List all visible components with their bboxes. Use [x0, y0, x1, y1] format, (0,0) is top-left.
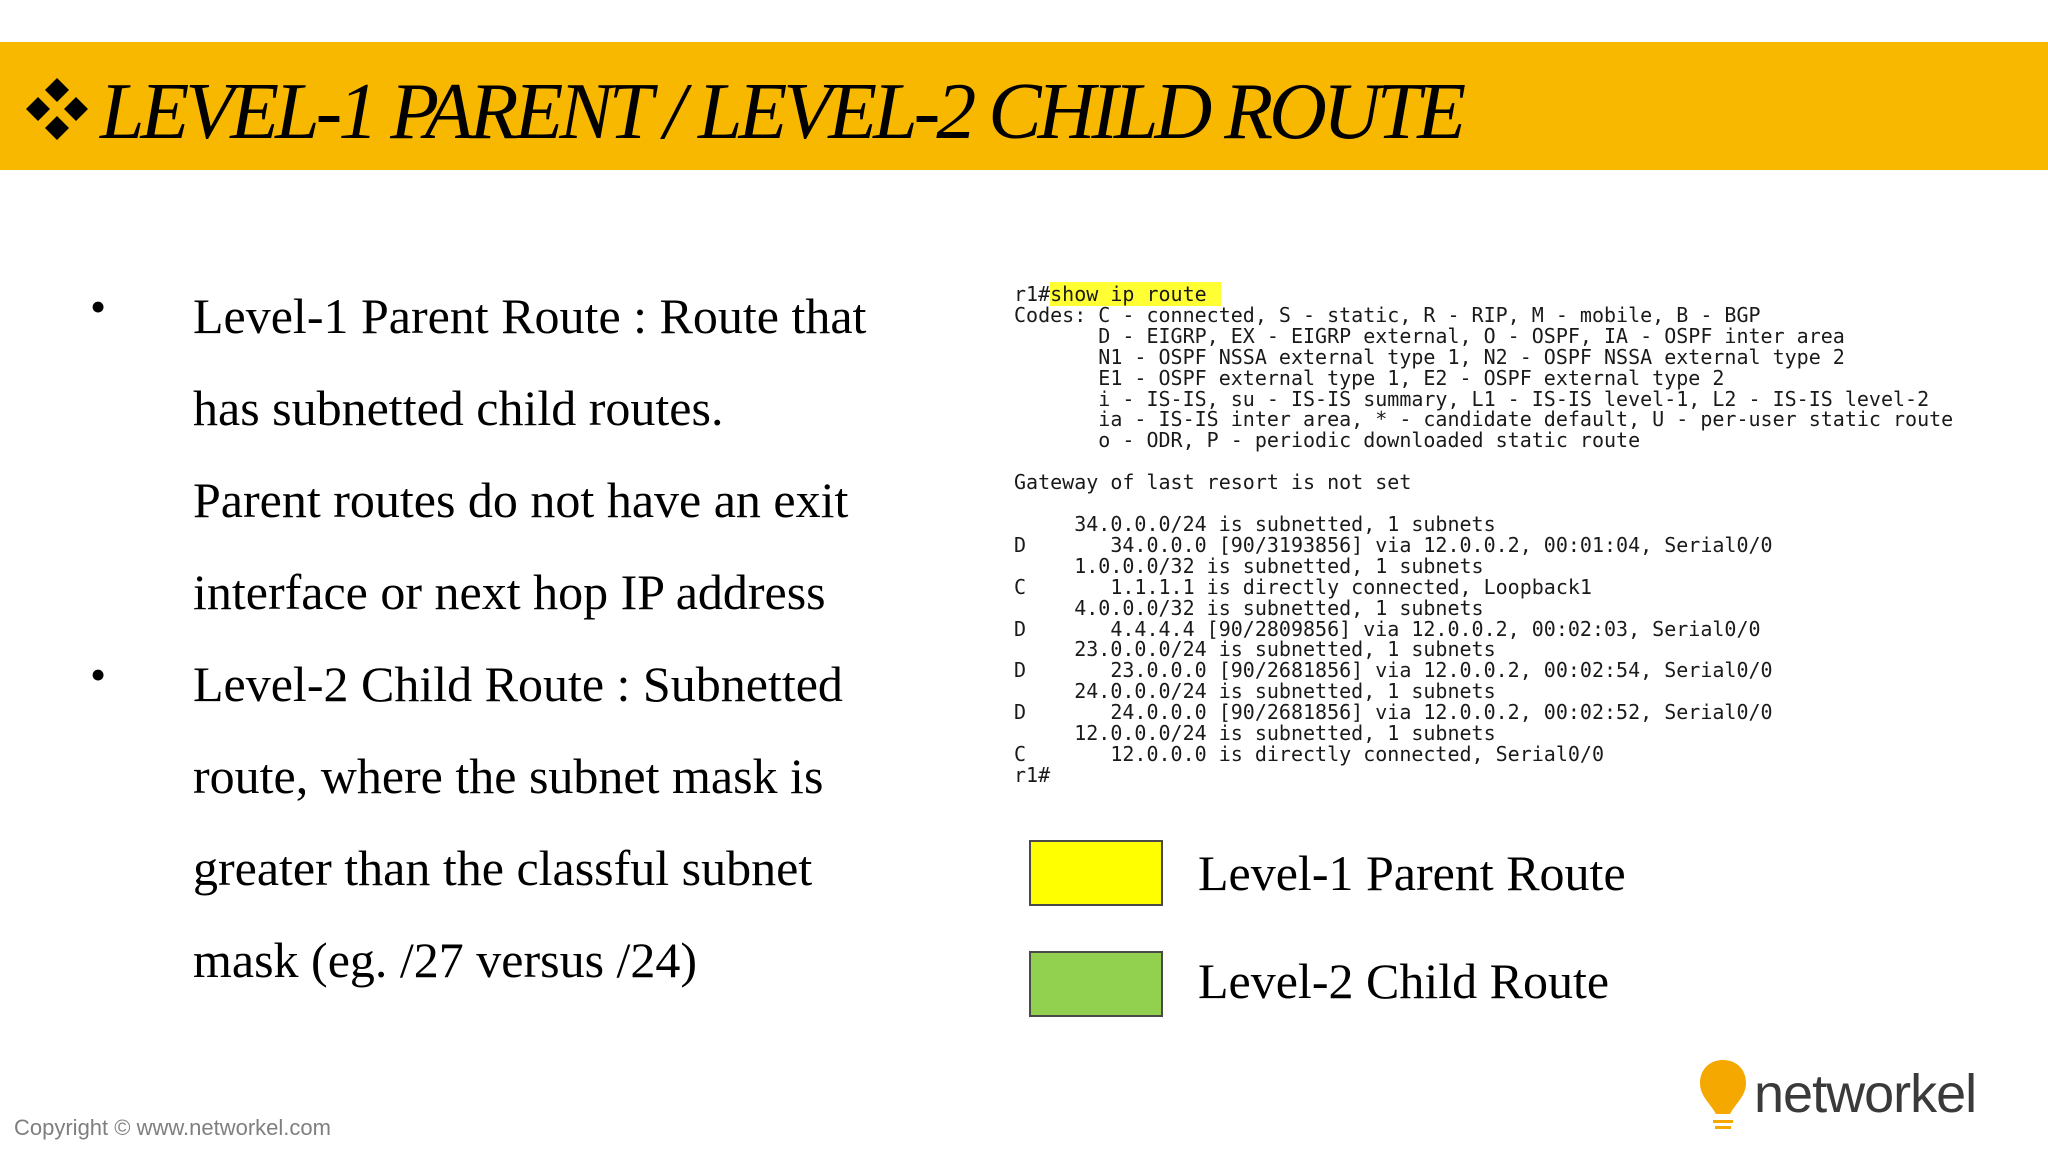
cli-route-line: D 24.0.0.0 [90/2681856] via 12.0.0.2, 00:02:52, Serial0/0 — [1014, 700, 1773, 725]
cli-blank-line — [1014, 493, 2024, 514]
lightbulb-pin-icon — [1698, 1058, 1748, 1138]
copyright-footer: Copyright © www.networkel.com — [14, 1115, 331, 1140]
cli-route-line: C 1.1.1.1 is directly connected, Loopback1 — [1014, 574, 1592, 599]
cli-route-line: D 34.0.0.0 [90/3193856] via 12.0.0.2, 00:01:04, Serial0/0 — [1014, 532, 1773, 557]
cli-code-line: N1 - OSPF NSSA external type 1, N2 - OSPF NSSA external type 2 — [1014, 344, 1845, 369]
bullet-line: Level-2 Child Route : Subnetted — [193, 656, 843, 712]
cli-code-line: o - ODR, P - periodic downloaded static route — [1014, 428, 1641, 453]
cli-code-line: ia - IS-IS inter area, * - candidate default, U - per-user static route — [1014, 407, 1954, 432]
bullet-line: interface or next hop IP address — [193, 564, 826, 620]
bullet-line: greater than the classful subnet — [193, 840, 813, 896]
cli-gateway-line: Gateway of last resort is not set — [1014, 470, 1412, 495]
cli-route-line: 1.0.0.0/32 is subnetted, 1 subnets — [1014, 553, 1484, 578]
legend-swatch-yellow — [1029, 840, 1163, 906]
cli-route-line: D 4.4.4.4 [90/2809856] via 12.0.0.2, 00:02:03, Serial0/0 — [1014, 616, 1761, 641]
cli-command: show ip route — [1050, 282, 1221, 306]
cli-command-line — [1014, 284, 2024, 305]
cli-code-line: i - IS-IS, su - IS-IS summary, L1 - IS-IS level-1, L2 - IS-IS level-2 — [1014, 386, 1930, 411]
bullet-line: Level-1 Parent Route : Route that — [193, 288, 867, 344]
cli-route-line: C 12.0.0.0 is directly connected, Serial0/0 — [1014, 741, 1605, 766]
cli-route-line: 34.0.0.0/24 is subnetted, 1 subnets — [1014, 511, 1496, 536]
bullet-line: has subnetted child routes. — [193, 380, 724, 436]
legend-label: Level-2 Child Route — [1198, 953, 1610, 1009]
cli-output — [1014, 284, 2024, 786]
bullet-line: mask (eg. /27 versus /24) — [193, 932, 698, 988]
cli-route-line: 24.0.0.0/24 is subnetted, 1 subnets — [1014, 679, 1496, 704]
cli-code-line: E1 - OSPF external type 1, E2 - OSPF external type 2 — [1014, 365, 1725, 390]
cli-code-line: D - EIGRP, EX - EIGRP external, O - OSPF, IA - OSPF inter area — [1014, 323, 1845, 348]
cli-blank-line — [1014, 451, 2024, 472]
cli-prompt: r1# — [1014, 282, 1051, 306]
bullet-item-child-route — [90, 638, 970, 1006]
bullet-line: route, where the subnet mask is — [193, 748, 824, 804]
logo-text: networkel — [1754, 1064, 1977, 1124]
cli-code-line: Codes: C - connected, S - static, R - RIP, M - mobile, B - BGP — [1014, 302, 1761, 327]
cli-route-line: 23.0.0.0/24 is subnetted, 1 subnets — [1014, 637, 1496, 662]
bullet-line: Parent routes do not have an exit — [193, 472, 849, 528]
cli-route-line: 12.0.0.0/24 is subnetted, 1 subnets — [1014, 721, 1496, 746]
bullet-dot-icon: • — [90, 281, 107, 332]
four-diamonds-icon — [22, 74, 92, 144]
bullet-list — [90, 270, 970, 1006]
bullet-dot-icon: • — [90, 649, 107, 700]
cli-route-line: 4.0.0.0/32 is subnetted, 1 subnets — [1014, 595, 1484, 620]
legend-swatch-green — [1029, 951, 1163, 1017]
cli-end-prompt: r1# — [1014, 762, 1051, 787]
slide-title: LEVEL-1 PARENT / LEVEL-2 CHILD ROUTE — [100, 68, 1463, 156]
networkel-logo — [1698, 1058, 1998, 1138]
cli-route-line: D 23.0.0.0 [90/2681856] via 12.0.0.2, 00:02:54, Serial0/0 — [1014, 658, 1773, 683]
legend-label: Level-1 Parent Route — [1198, 845, 1626, 901]
bullet-item-parent-route — [90, 270, 970, 638]
